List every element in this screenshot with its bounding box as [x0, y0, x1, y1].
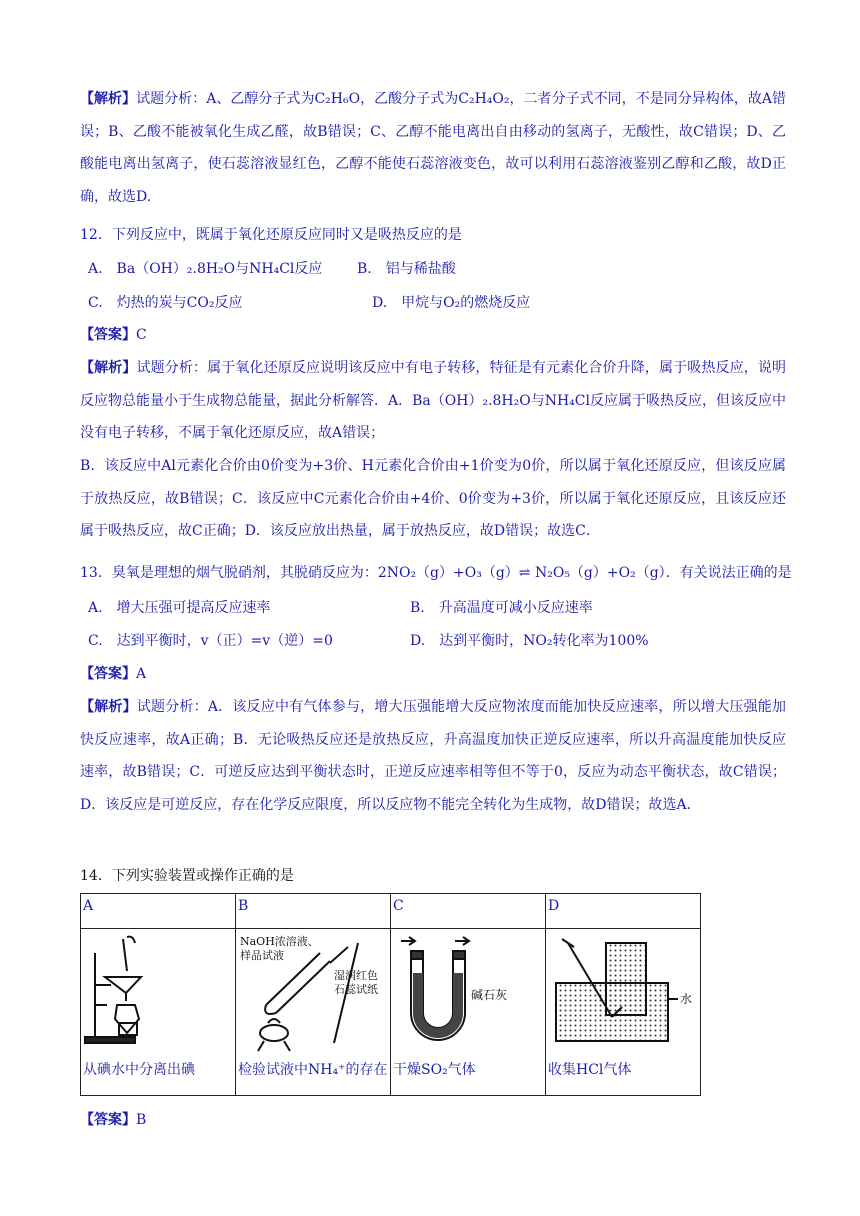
option-a-caption: 从碘水中分离出碘 [83, 1062, 195, 1078]
figure-d-label: 水 [680, 992, 693, 1006]
q12-analysis [80, 352, 786, 450]
q13-option-b: B. 升高温度可减小反应速率 [410, 600, 593, 616]
q13-option-c: C. 达到平衡时，v（正）=v（逆）=0 [88, 633, 333, 649]
analysis-tag: 【解析】 [80, 91, 137, 107]
figure-b-label-3: 湿润红色 [334, 969, 378, 982]
analysis-text: 试题分析：A、乙醇分子式为C₂H₆O，乙酸分子式为C₂H₄O₂，二者分子式不同，不是同分异构体，故A错误；B、乙酸不能被氧化生成乙醛，故B错误；C、乙醇不能电离出自由移动的氢离子，无酸性，故C错误；D、乙酸能电离出氢离子，使石蕊溶液显红色，乙醇不能使石蕊溶液变色，故可以利用石蕊溶液鉴别乙醇和乙酸，故D正确，故选D. [80, 91, 787, 205]
answer-value: C [136, 327, 147, 343]
q14-stem: 14．下列实验装置或操作正确的是 [80, 868, 294, 884]
q11-analysis [80, 83, 786, 213]
analysis-text: 试题分析：A．该反应中有气体参与，增大压强能增大反应物浓度而能加快反应速率，所以增大压强能加快反应速率，故A正确；B．无论吸热反应还是放热反应，升高温度加快正逆反应速率，所以升高温度能加快反应速率，故B错误；C．可逆反应达到平衡状态时，正逆反应速率相等但不等于0，反应为动态平衡状态，故C错误；D．该反应是可逆反应，存在化学反应限度，所以反应物不能完全转化为生成物，故D错误；故选A． [80, 699, 787, 813]
option-b-cell [236, 929, 391, 1096]
q12-option-a: A. Ba（OH）₂.8H₂O与NH₄Cl反应 [88, 261, 323, 277]
figure-c-label: 碱石灰 [471, 988, 508, 1002]
header-cell-a: A [81, 894, 236, 929]
analysis-tag: 【解析】 [80, 699, 137, 715]
q12-option-b: B. 铝与稀盐酸 [357, 261, 456, 277]
q14-answer [80, 1110, 146, 1130]
q14-options-table [80, 893, 701, 1096]
q12-option-d: D. 甲烷与O₂的燃烧反应 [372, 295, 531, 311]
answer-tag: 【答案】 [80, 666, 136, 682]
answer-tag: 【答案】 [80, 1112, 136, 1128]
figure-b-label-2: 样品试液 [240, 949, 284, 962]
q13-stem: 13．臭氧是理想的烟气脱硝剂，其脱硝反应为：2NO₂（g）+O₃（g）⇌ N₂O₅（g）+O₂（g）．有关说法正确的是 [80, 565, 792, 581]
header-cell-d: D [546, 894, 701, 929]
option-b-caption: 检验试液中NH₄⁺的存在 [238, 1062, 388, 1078]
gas-collection-figure [548, 933, 698, 1053]
q12-option-c: C. 灼热的炭与CO₂反应 [88, 295, 243, 311]
figure-b-label-1: NaOH浓溶液、 [240, 935, 319, 948]
option-d-caption: 收集HCl气体 [548, 1062, 632, 1078]
ammonium-test-figure [238, 933, 388, 1053]
option-c-caption: 干燥SO₂气体 [393, 1062, 476, 1078]
q13-option-a: A. 增大压强可提高反应速率 [88, 600, 271, 616]
q13-answer [80, 664, 146, 684]
option-a-cell [81, 929, 236, 1096]
q12-stem: 12．下列反应中，既属于氧化还原反应同时又是吸热反应的是 [80, 227, 462, 243]
q12-analysis-continued: B．该反应中Al元素化合价由0价变为+3价、H元素化合价由+1价变为0价，所以属于氧化还原反应，但该反应属于放热反应，故B错误；C．该反应中C元素化合价由+4价、0价变为+3价，所以属于氧化还原反应，且该反应还属于吸热反应，故C正确；D．该反应放出热量，属于放热反应，故D错误；故选C． [80, 458, 786, 539]
answer-value: A [136, 666, 147, 682]
analysis-text: 试题分析：属于氧化还原反应说明该反应中有电子转移，特征是有元素化合价升降，属于吸热反应，说明反应物总能量小于生成物总能量，据此分析解答．A．Ba（OH）₂.8H₂O与NH₄Cl反应属于吸热反应，但该反应中没有电子转移，不属于氧化还原反应，故A错误； [80, 360, 787, 441]
answer-tag: 【答案】 [80, 327, 136, 343]
table-header-row [81, 894, 701, 929]
figure-b-label-4: 石蕊试纸 [334, 983, 378, 996]
u-tube-drying-figure [393, 933, 543, 1053]
header-cell-b: B [236, 894, 391, 929]
q13-analysis [80, 691, 786, 821]
separation-apparatus-figure [83, 933, 233, 1053]
table-figure-row [81, 929, 701, 1096]
option-d-cell [546, 929, 701, 1096]
q12-answer [80, 325, 147, 345]
header-cell-c: C [391, 894, 546, 929]
option-c-cell [391, 929, 546, 1096]
answer-value: B [136, 1112, 147, 1128]
q13-option-d: D. 达到平衡时，NO₂转化率为100% [410, 633, 649, 649]
analysis-tag: 【解析】 [80, 360, 137, 376]
